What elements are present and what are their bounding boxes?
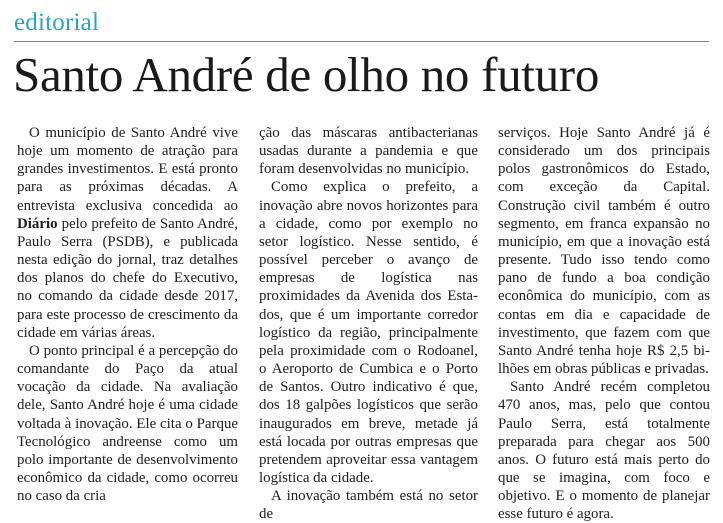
paragraph (17, 124, 238, 342)
article-column-1 (17, 124, 238, 505)
paragraph-text: pelo prefeito de Santo André, Paulo Serra (PSDB), e publicada nesta edição do jornal, traz detalhes dos planos do chefe do Executivo, no comando da cidade desde 2017, para este processo de crescimento da cidade em várias áreas. (17, 215, 238, 341)
paragraph-text: O município de Santo André vive hoje um momento de atração para grandes investimentos. E está pronto para as próximas décadas. A entrevista exclusiva concedida ao (17, 125, 238, 214)
section-divider (14, 41, 709, 42)
headline: Santo André de olho no futuro (13, 47, 600, 102)
paragraph: serviços. Hoje Santo André já é considerado um dos principais polos gastronômicos do Estado, com exceção da Capital. Construção civil também é outro segmento, em franca expansão no município, em que a inovação está presente. Tudo isso tendo como pano de fundo a boa condição econômica do município, com as contas em dia e capacidade de investimento, que fazem com que Santo André tenha hoje R$ 2,5 bilhões em obras públicas e privadas. (498, 125, 710, 378)
paragraph: O ponto principal é a percepção do comandante do Paço da atual vocação da cidade. Na avaliação dele, Santo André hoje é uma cidade voltada à inovação. Ele cita o Parque Tecnológico andreense como um polo importante de desenvolvimento econômico da cidade, como ocorreu no caso da cria (17, 342, 238, 505)
paragraph: Santo André recém completou 470 anos, mas, pelo que contou Paulo Serra, está totalmente preparada para chegar aos 500 anos. O futuro está mais perto do que se imagina, com foco e objetivo. E o momento de planejar esse futuro é agora. (498, 379, 710, 523)
paragraph: ção das máscaras antibacterianas usadas durante a pandemia e que foram desenvolvidas no município. (259, 125, 478, 178)
article-column-3 (498, 124, 710, 523)
article-column-2 (259, 124, 478, 523)
newspaper-name: Diário (17, 215, 58, 232)
paragraph: Como explica o prefeito, a inovação abre novos horizontes para a cidade, como por exemplo no setor logístico. Nesse sentido, é possível perceber o avanço de empresas de logística nas proximidades da Avenida dos Estados, que é um importante corredor logístico da região, principalmente pela proximidade com o Rodoanel, o Aeroporto de Cumbica e o Porto de Santos. Outro indicativo é que, dos 18 galpões logísticos que serão inaugurados em breve, metade já está locada por outras empresas que pretendem aproveitar essa vantagem logística da cidade. (259, 179, 478, 486)
section-label: editorial (14, 9, 100, 36)
paragraph: A inovação também está no setor de (259, 488, 478, 523)
